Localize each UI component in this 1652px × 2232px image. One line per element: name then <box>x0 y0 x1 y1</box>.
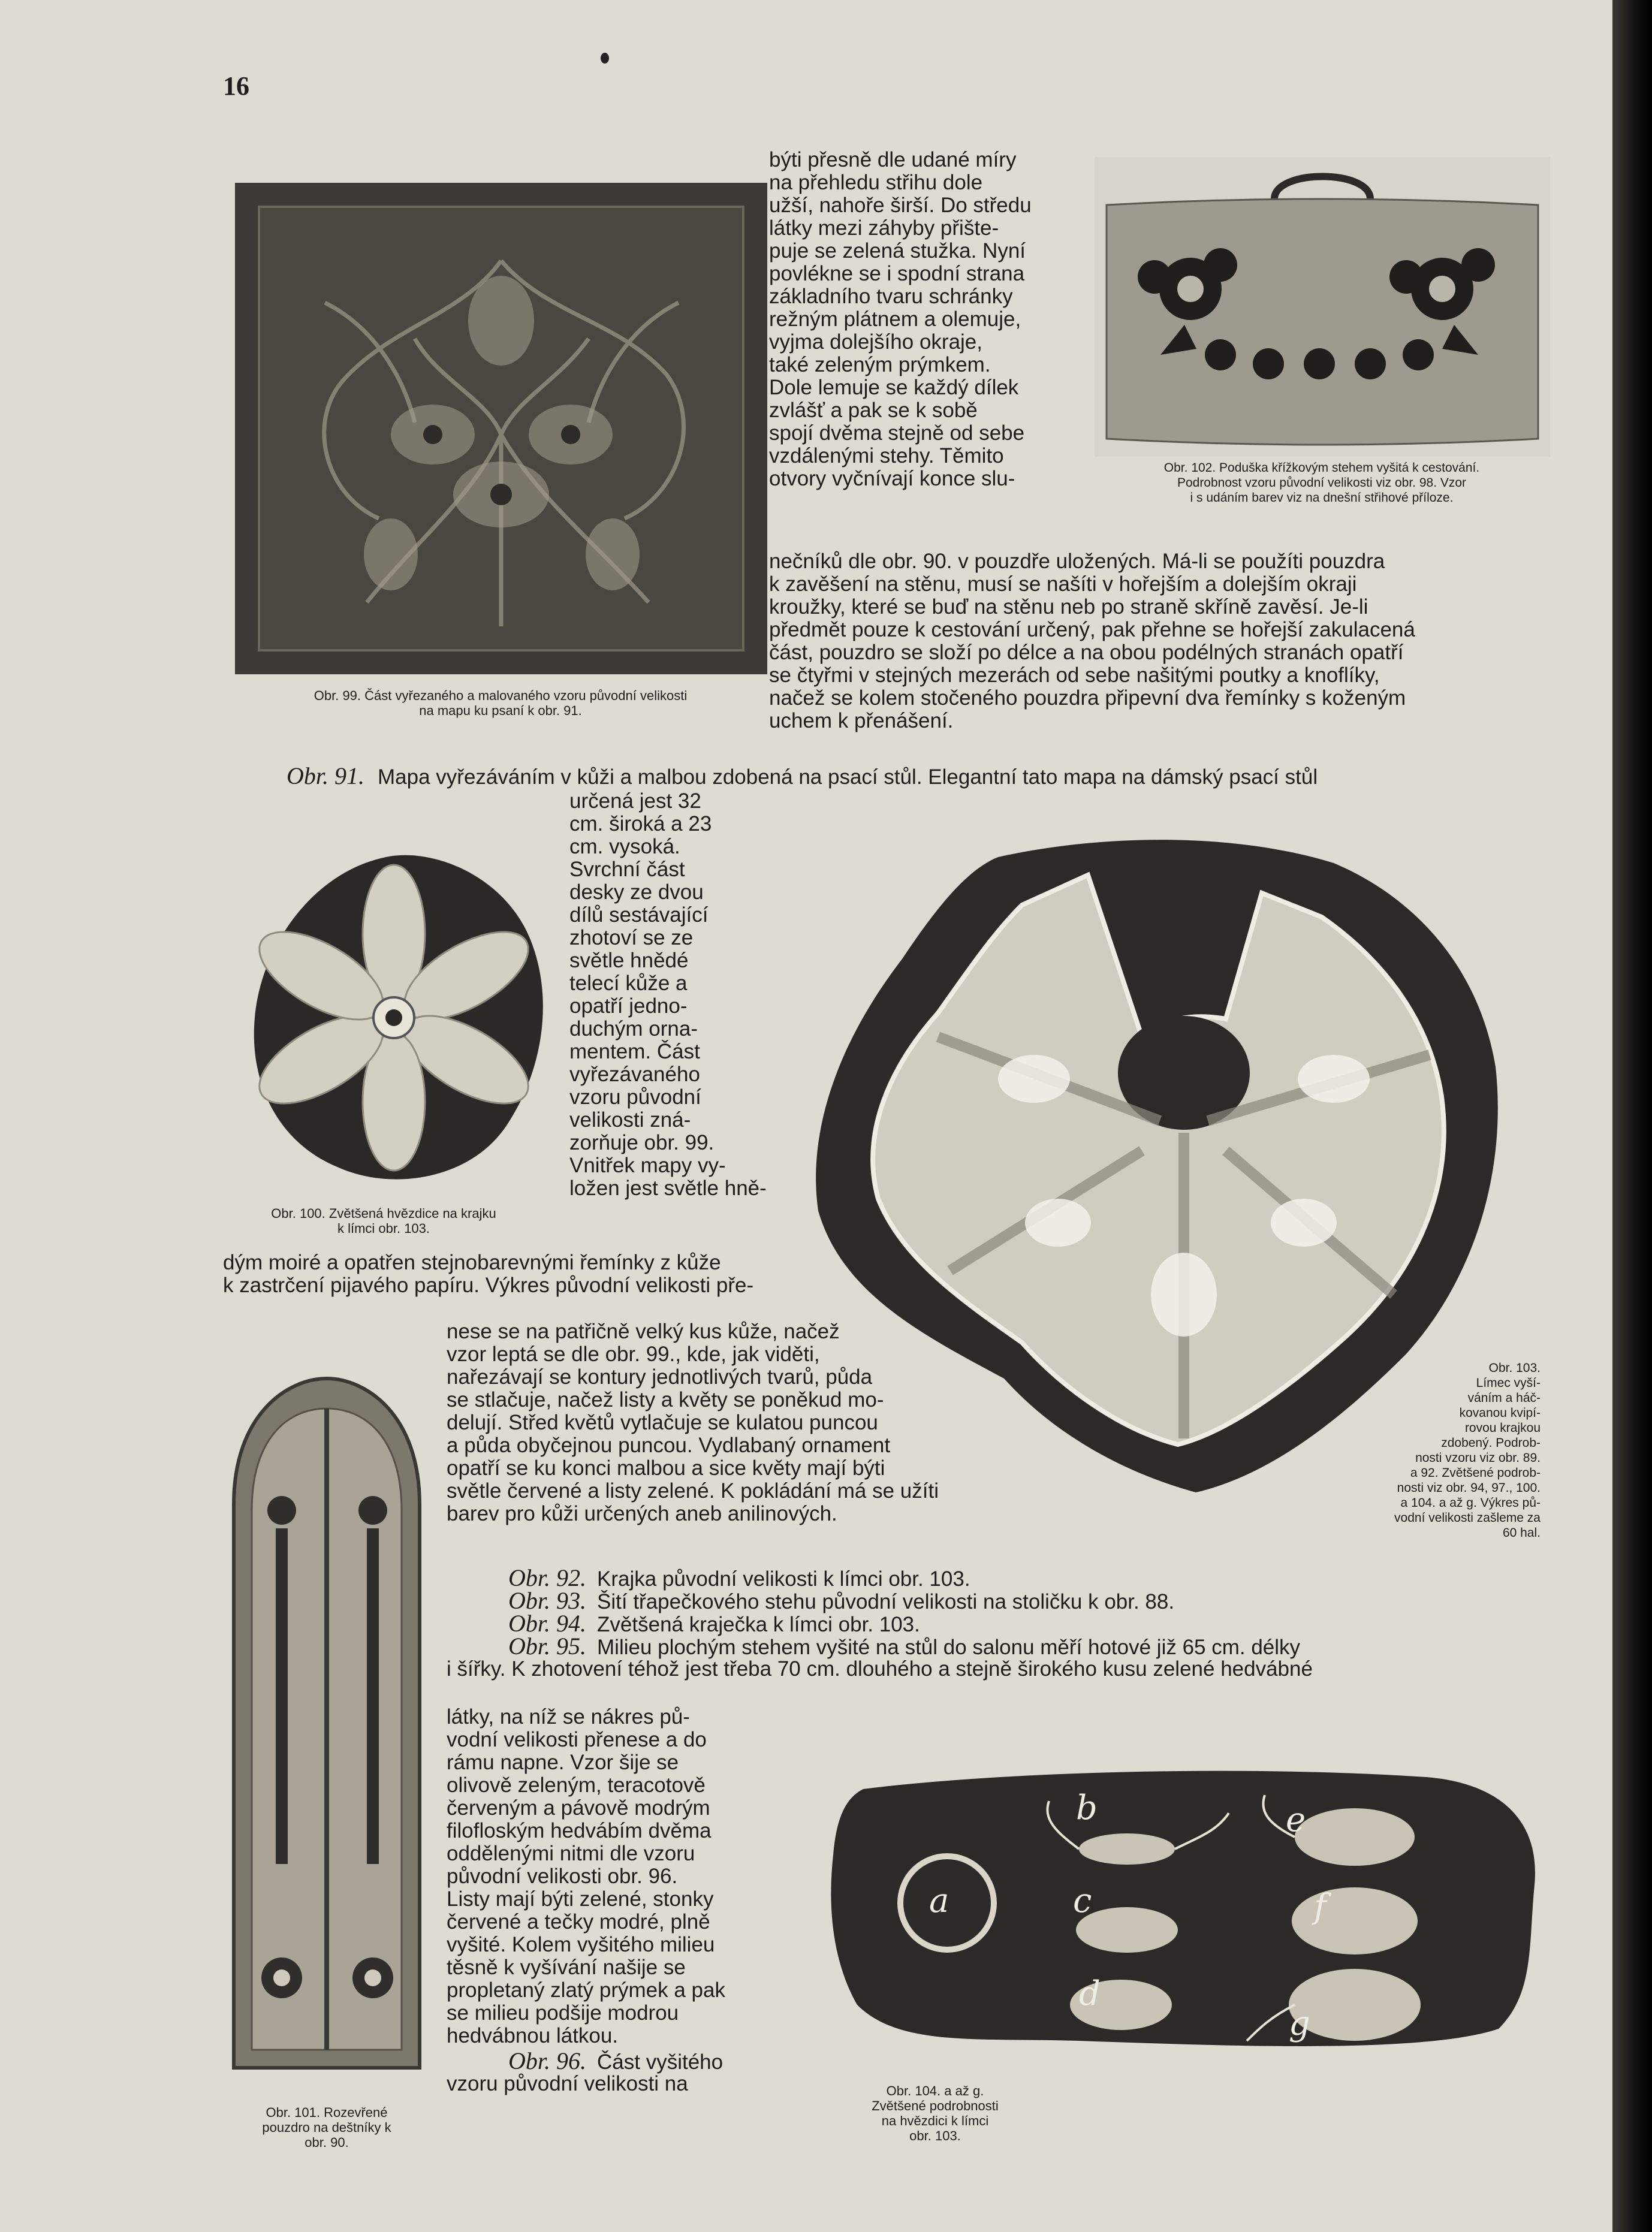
page-binding-edge <box>1612 0 1652 2232</box>
obr103-caption: Obr. 103. Límec vyší- váním a háč- kovanou kvipí- rovou krajkou zdobený. Podrob- nosti vzoru viz obr. 89. a 92. Zvětšené podrob- nosti viz obr. 94, 97., 100. a 104. a až g. Výkres pů- vodní velikosti zašleme za 60 hal. <box>1394 1361 1541 1540</box>
detail-letter-b: b <box>1076 1788 1098 1827</box>
obr99-caption: Obr. 99. Část vyřezaného a malovaného vzoru původní velikosti na mapu ku psaní k obr. 91. <box>313 688 688 718</box>
cushion-figure <box>1095 157 1550 457</box>
obr100-caption: Obr. 100. Zvětšená hvězdice na krajku k límci obr. 103. <box>271 1206 496 1236</box>
obr104-caption: Obr. 104. a až g. Zvětšené podrobnosti na hvězdici k límci obr. 103. <box>872 2083 999 2143</box>
ink-dot <box>601 53 609 64</box>
text-column-top: býti přesně dle udané míry na přehledu střihu dole užší, nahoře širší. Do středu látky mezi záhyby přište- puje se zelená stužka. Nyní povlékne se i spodní strana základního tvaru schránky režným plátnem a olemuje, vyjma dolejšího okraje, také zeleným prýmkem. Dole lemuje se každý dílek zvlášť a pak se k sobě spojí dvěma stejně od sebe vzdálenými stehy. Těmito otvory vyčnívají konce slu- <box>769 148 1032 490</box>
detail-letter-e: e <box>1286 1800 1306 1839</box>
last-line: vzoru původní velikosti na <box>447 2072 688 2095</box>
obr102-caption: Obr. 102. Poduška křížkovým stehem vyšitá k cestování. Podrobnost vzoru původní velikosti viz obr. 98. Vzor i s udáním barev viz na dnešní střihové příloze. <box>1163 461 1480 505</box>
obr93-line: Obr. 93. Šití třapečkového stehu původní velikosti na stoličku k obr. 88. <box>508 1587 1175 1614</box>
obr94-line: Obr. 94. Zvětšená kraječka k límci obr. 103. <box>508 1610 920 1637</box>
page-number: 16 <box>223 71 249 101</box>
obr101-caption: Obr. 101. Rozevřené pouzdro na deštníky k obr. 90. <box>262 2105 391 2150</box>
star-motif-figure <box>243 844 545 1192</box>
obr95-line: Obr. 95. Milieu plochým stehem vyšité na stůl do salonu měří hotové již 65 cm. délky <box>508 1633 1301 1660</box>
detail-letter-a: a <box>929 1881 949 1920</box>
detail-letter-f: f <box>1314 1887 1327 1926</box>
text-column-bottom: látky, na níž se nákres pů- vodní velikosti přenese a do rámu napne. Vzor šije se olivově zeleným, teracotově červeným a pávově modrým filofloským hedvábím dvěma oddělenými nitmi dle vzoru původní velikosti obr. 96. Listy mají býti zelené, stonky červené a tečky modré, plně vyšité. Kolem vyšitého milieu těsně k vyšívání našije se propletaný zlatý prýmek a pak se milieu podšije modrou hedvábnou látkou. <box>447 1705 725 2047</box>
obr91-line: Obr. 91. Mapa vyřezáváním v kůži a malbou zdobená na psací stůl. Elegantní tato mapa na dámský psací stůl <box>287 762 1318 789</box>
umbrella-case-figure <box>228 1373 426 2085</box>
text-wide-lines-2: dým moiré a opatřen stejnobarevnými řemínky z kůže k zastrčení pijavého papíru. Výkres původní velikosti pře- <box>223 1251 754 1297</box>
obr95-line-2: i šířky. K zhotovení téhož jest třeba 70 cm. dlouhého a stejně širokého kusu zelené hedvábné <box>447 1657 1313 1681</box>
obr92-line: Obr. 92. Krajka původní velikosti k límci obr. 103. <box>508 1564 970 1591</box>
text-column-lower: nese se na patřičně velký kus kůže, načež vzor leptá se dle obr. 99., kde, jak viděti, nařezávají se kontury jednotlivých tvarů, půda se stlačuje, načež listy a květy se poněkud mo- delují. Střed květů vytlačuje se kulatou puncou a půda obyčejnou puncou. Vydlabaný ornament opatří se ku konci malbou a sice květy mají býti světle červené a listy zelené. K pokládání má se užíti barev pro kůži určených aneb anilinových. <box>447 1320 939 1525</box>
leather-folder-figure <box>235 183 767 674</box>
obr96-line: Obr. 96. Část vyšitého <box>508 2047 723 2074</box>
text-wide-paragraph: nečníků dle obr. 90. v pouzdře uložených. Má-li se použíti pouzdra k zavěšení na stěnu, musí se našíti v hořejším a dolejším okraji kroužky, které se buď na stěnu neb po straně skříně zavěsí. Je-li předmět pouze k cestování určený, pak přehne se hořejší zakulacená část, pouzdro se složí po délce a na obou podélných stranách opatří se čtyřmi v stejných mezerách od sebe našitými poutky a knoflíky, načež se kolem stočeného pouzdra připevní dva řemínky s koženým uchem k přenášení. <box>769 550 1415 732</box>
star-details-figure <box>827 1765 1552 2059</box>
detail-letter-d: d <box>1079 1974 1101 2013</box>
detail-letter-g: g <box>1289 2004 1310 2043</box>
detail-letter-c: c <box>1073 1881 1092 1920</box>
text-column-middle: určená jest 32 cm. široká a 23 cm. vysoká. Svrchní část desky ze dvou dílů sestávající zhotoví se ze světle hnědé telecí kůže a opatří jedno- duchým orna- mentem. Část vyřezávaného vzoru původní velikosti zná- zorňuje obr. 99. Vnitřek mapy vy- ložen jest světle hně- <box>569 789 767 1200</box>
